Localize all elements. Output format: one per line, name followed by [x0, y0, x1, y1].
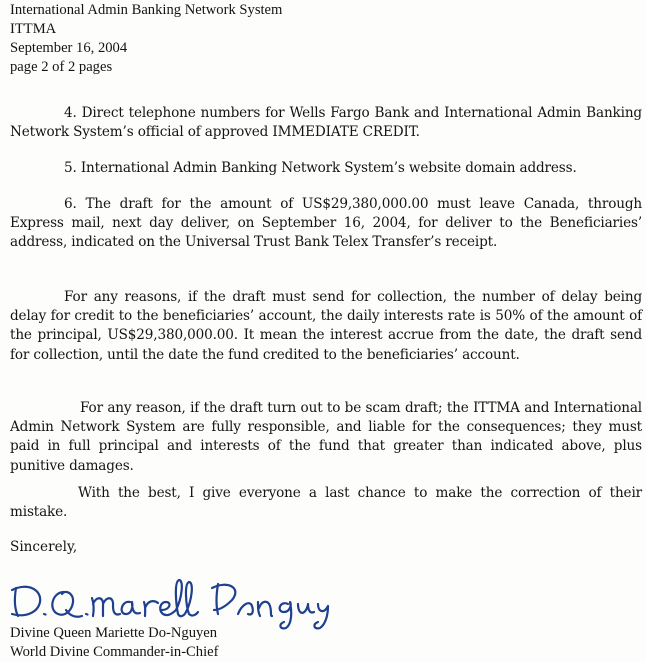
handwritten-signature: [6, 570, 336, 630]
closing-salutation: Sincerely,: [10, 539, 78, 555]
paragraph-collection: For any reasons, if the draft must send for collection, the number of delay being delay for credit to the beneficiaries’ account, the daily interests rate is 50% of the amount of the principal, US$29,380,000.00. It mean the interest accrue from the date, the draft send for collection, until the date the fund credited to the beneficiaries’ account.: [10, 289, 642, 363]
paragraph-scam: For any reason, if the draft turn out to be scam draft; the ITTMA and International Admin Network System are fully responsible, and liable for the consequences; they must paid in full principal and interests of the fund that greater than indicated above, plus punitive damages.: [10, 400, 642, 474]
signer-name: Divine Queen Mariette Do-Nguyen: [10, 625, 218, 641]
paragraph-item-4: 4. Direct telephone numbers for Wells Fargo Bank and International Admin Banking Network System’s official of approved IMMEDIATE CREDIT.: [10, 105, 642, 141]
paragraph-last-chance: With the best, I give everyone a last chance to make the correction of their mistake.: [10, 485, 642, 521]
header-acronym: ITTMA: [10, 21, 57, 37]
header-organization: International Admin Banking Network System: [10, 2, 283, 18]
paragraph-item-5: 5. International Admin Banking Network System’s website domain address.: [64, 160, 577, 176]
signer-title: World Divine Commander-in-Chief: [10, 644, 219, 660]
header-page-info: page 2 of 2 pages: [10, 59, 113, 75]
signer-block: [10, 624, 218, 662]
header-date: September 16, 2004: [10, 40, 128, 56]
paragraph-item-6: 6. The draft for the amount of US$29,380,000.00 must leave Canada, through Express mail, next day deliver, on September 16, 2004, for deliver to the Beneficiaries’ address, indicated on the Universal Trust Bank Telex Transfer’s receipt.: [10, 196, 642, 251]
letter-header: [10, 1, 282, 77]
